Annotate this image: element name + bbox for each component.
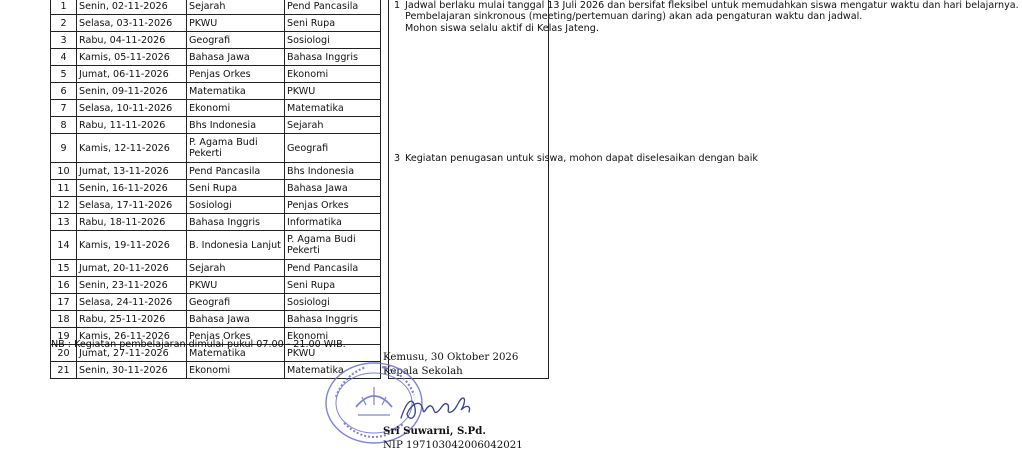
row-date: Kamis, 12-11-2026 [77,134,187,163]
row-subject-1: Sejarah [187,0,285,15]
row-number: 1 [51,0,77,15]
row-subject-1: Sejarah [187,260,285,277]
note-number: 3 [393,152,401,164]
row-number: 15 [51,260,77,277]
row-subject-1: Sosiologi [187,197,285,214]
row-subject-2: Matematika [285,100,381,117]
row-date: Jumat, 27-11-2026 [77,345,187,362]
row-subject-1: Penjas Orkes [187,328,285,345]
notes-cell [389,0,1019,379]
row-number: 17 [51,294,77,311]
row-subject-1: Geografi [187,32,285,49]
row-subject-2: Ekonomi [285,328,381,345]
note-3 [389,152,758,165]
row-number: 21 [51,362,77,379]
signer-position: Kepala Sekolah [383,366,463,377]
row-subject-2: Bahasa Inggris [285,311,381,328]
row-number: 3 [51,32,77,49]
row-number: 8 [51,117,77,134]
row-subject-1: Bahasa Jawa [187,49,285,66]
row-date: Senin, 09-11-2026 [77,83,187,100]
row-subject-1: Pend Pancasila [187,163,285,180]
row-subject-2: Seni Rupa [285,15,381,32]
row-subject-2: PKWU [285,345,381,362]
row-subject-2: Ekonomi [285,66,381,83]
row-subject-1: B. Indonesia Lanjut [187,231,285,260]
row-subject-1: Matematika [187,83,285,100]
row-subject-1: Ekonomi [187,362,285,379]
row-date: Senin, 02-11-2026 [77,0,187,15]
row-subject-2: Sosiologi [285,294,381,311]
row-date: Kamis, 05-11-2026 [77,49,187,66]
row-subject-1: PKWU [187,277,285,294]
row-date: Senin, 30-11-2026 [77,362,187,379]
row-subject-2: Pend Pancasila [285,260,381,277]
row-subject-1: Ekonomi [187,100,285,117]
row-number: 2 [51,15,77,32]
row-date: Kamis, 19-11-2026 [77,231,187,260]
row-subject-2: P. Agama Budi Pekerti [285,231,381,260]
row-date: Jumat, 06-11-2026 [77,66,187,83]
note-text: Pembelajaran sinkronous (meeting/pertemuan daring) akan ada pengaturan waktu dan jadwal. [405,11,863,23]
row-number: 16 [51,277,77,294]
row-date: Rabu, 11-11-2026 [77,117,187,134]
row-subject-1: Seni Rupa [187,180,285,197]
signer-name: Sri Suwarni, S.Pd. [383,425,486,437]
row-subject-1: PKWU [187,15,285,32]
row-date: Rabu, 04-11-2026 [77,32,187,49]
row-subject-2: Matematika [285,362,381,379]
row-date: Kamis, 26-11-2026 [77,328,187,345]
row-number: 5 [51,66,77,83]
row-date: Rabu, 18-11-2026 [77,214,187,231]
row-subject-1: Bhs Indonesia [187,117,285,134]
row-subject-1: P. Agama Budi Pekerti [187,134,285,163]
row-subject-2: PKWU [285,83,381,100]
row-number: 11 [51,180,77,197]
row-subject-2: Seni Rupa [285,277,381,294]
row-number: 6 [51,83,77,100]
row-subject-2: Sosiologi [285,32,381,49]
row-number: 13 [51,214,77,231]
row-number: 7 [51,100,77,117]
footnote: NB : Kegiatan pembelajaran dimulai pukul 07.00 - 21.00 WIB. [51,339,346,350]
row-date: Senin, 16-11-2026 [77,180,187,197]
row-subject-2: Bahasa Jawa [285,180,381,197]
row-subject-2: Geografi [285,134,381,163]
schedule-table [50,0,1019,379]
signature-icon [395,390,475,426]
row-date: Selasa, 10-11-2026 [77,100,187,117]
row-date: Rabu, 25-11-2026 [77,311,187,328]
row-subject-2: Informatika [285,214,381,231]
row-date: Jumat, 13-11-2026 [77,163,187,180]
row-subject-1: Matematika [187,345,285,362]
note-text: Jadwal berlaku mulai tanggal 13 Juli 2026 dan bersifat fleksibel untuk memudahkan siswa mengatur waktu dan hari belajarnya. [405,0,1019,11]
row-number: 19 [51,328,77,345]
row-number: 10 [51,163,77,180]
row-date: Jumat, 20-11-2026 [77,260,187,277]
place-date: Kemusu, 30 Oktober 2026 [383,352,519,363]
row-date: Selasa, 17-11-2026 [77,197,187,214]
row-subject-1: Bahasa Jawa [187,311,285,328]
row-subject-1: Penjas Orkes [187,66,285,83]
note-number: 1 [393,0,401,11]
row-date: Selasa, 24-11-2026 [77,294,187,311]
row-date: Selasa, 03-11-2026 [77,15,187,32]
note-1 [389,0,1019,35]
signer-nip: NIP 197103042006042021 [383,440,523,451]
row-subject-2: Penjas Orkes [285,197,381,214]
note-text: Kegiatan penugasan untuk siswa, mohon dapat diselesaikan dengan baik [405,152,758,164]
row-date: Senin, 23-11-2026 [77,277,187,294]
column-gap [381,0,389,379]
row-number: 14 [51,231,77,260]
row-number: 9 [51,134,77,163]
row-subject-2: Bhs Indonesia [285,163,381,180]
row-subject-2: Bahasa Inggris [285,49,381,66]
row-number: 4 [51,49,77,66]
row-subject-1: Bahasa Inggris [187,214,285,231]
row-number: 18 [51,311,77,328]
row-number: 20 [51,345,77,362]
row-subject-2: Sejarah [285,117,381,134]
table-row [51,0,549,15]
row-subject-2: Pend Pancasila [285,0,381,15]
note-text: Mohon siswa selalu aktif di Kelas Jateng. [405,23,599,35]
row-subject-1: Geografi [187,294,285,311]
row-number: 12 [51,197,77,214]
